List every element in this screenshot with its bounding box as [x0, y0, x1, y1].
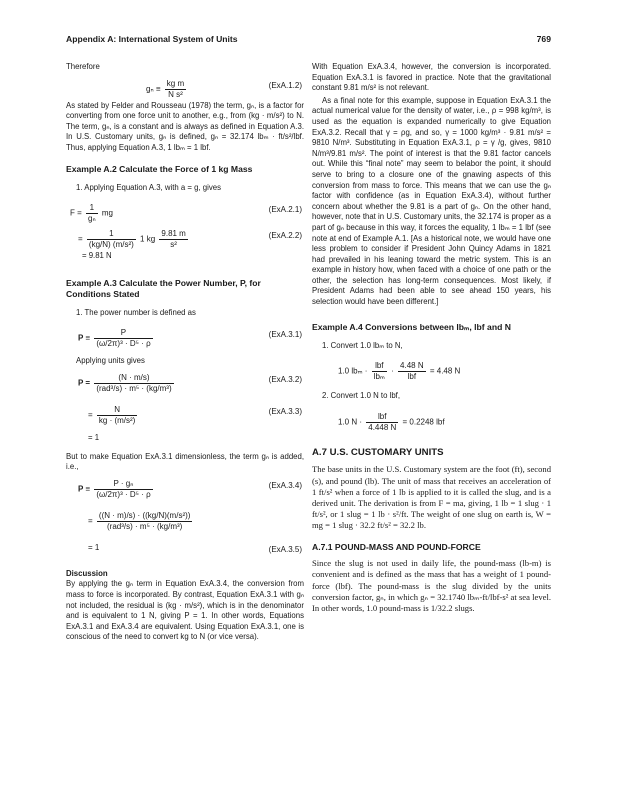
eq-denominator: gₙ [88, 214, 96, 224]
eq-numerator: kg m [166, 78, 185, 88]
equation-exa-3-4 [66, 475, 304, 505]
eq-fraction [97, 511, 193, 532]
eq-lhs: P ≡ [78, 333, 91, 343]
page-number: 769 [536, 34, 551, 44]
example-a2-title: Example A.2 Calculate the Force of 1 kg Mass [66, 163, 253, 174]
equation-exa-3-1 [66, 324, 304, 354]
eq-fraction [94, 328, 152, 349]
eq-number: (ExA.3.3) [268, 406, 302, 416]
eq-denominator: (rad³/s) · m⁵ · (kg/m³) [107, 521, 183, 531]
equation-exa-3-2 [66, 369, 304, 399]
eq-lhs: gₙ ≡ [146, 84, 161, 94]
eq-number: (ExA.3.4) [268, 480, 302, 490]
eq-denominator: (kg/N) (m/s²) [88, 240, 134, 250]
paragraph-gc-definition: As stated by Felder and Rousseau (1978) the term, gₙ, is a factor for converting from one force unit to another, e.g., from (kg · m/s²) to N. The term, gₙ, is a constant and is always as defined in Equation A.3. In U.S. Customary units, gₙ is defined, gₙ = 32.174 lbₘ · ft/s²/lbf. Thus, applying Equation A.3, 1 lbₘ = 1 lbf. [66, 100, 304, 152]
eq-number: (ExA.1.2) [268, 80, 302, 90]
eq-middle: · [391, 366, 394, 376]
paragraph-final-note: As a final note for this example, suppose in Equation ExA.3.1 the actual numerical value for the density of water, i.e., ρ = 998 kg/m³, is used as the equation is expanded numerically to give Equation ExA.3.2. Recall that γ = ρg, and so, γ = 1000 kg/m³ · 9.81 m/s² = 9810 N/m³. Substituting in Equation ExA.3.1, ρ = γ /g, gives, 9810 N/m³/9.81 m/s². The point of interest is that the 9.81 factor cancels out. While this “final note” may seem to belabor the point, it should serve to bring to a closure one of the gnawing aspects of this conversion from mass to force. This means that we can use the gₙ factor with confidence (as in Equation ExA.3.4), without further concern about whether the 9.81 is a part of gₙ. On the other hand, however, note that in U.S. Customary units, the 32.174 is proper as a part of gₙ because in this way, it forces the equality, 1 lbₘ = 1 lbf (see note at end of Example A.1. [As a historical note, we would have one less problem to consider if President John Quincy Adams in 1821 had prevailed in his leaning toward the metric system. This is an example in history how, when faced with a choice of one path or the other, the selection has long-term consequences. Most likely, if President Adams had been able to see ahead 150 years, his selection would have been different.] [312, 95, 551, 307]
eq-lhs: 1.0 N · [338, 417, 363, 427]
eq-denominator: 4.448 N [368, 422, 397, 432]
discussion-title: Discussion [66, 568, 108, 578]
equation-result-1: = 1 [88, 432, 100, 442]
example-a3-title: Example A.3 Calculate the Power Number, P, for Conditions Stated [66, 277, 261, 299]
header-chapter: Appendix A: International System of Units [66, 34, 238, 44]
eq-middle: 1 kg [140, 234, 156, 244]
eq-fraction [94, 373, 173, 394]
eq-lhs: P ≡ [78, 484, 91, 494]
right-column [312, 62, 551, 616]
eq-denominator: (rad³/s) · m⁵ · (kg/m³) [96, 383, 172, 393]
eq-denominator-2: lbf [407, 372, 417, 382]
eq-fraction [86, 203, 98, 224]
eq-numerator: ((N · m)/s) · ((kg/N)(m/s²)) [98, 510, 191, 520]
section-a7-text: The base units in the U.S. Customary system are the foot (ft), second (s), and pound (lb). The unit of mass that receives an acceleration of 1 ft/s² when a force of 1 lb is applied to it is called the slug, and is a derived unit. The derivation is from F = ma, giving, 1 lb = 1 slug · 1 ft/s², or 1 slug = 1 lb · s²/ft. The weight of one slug on earth is, W = mg = 1 slug · 32.2 ft/s² = 32.2 lb. [312, 464, 551, 531]
eq-rhs: = 4.48 N [429, 366, 461, 376]
therefore-text: Therefore [66, 62, 100, 71]
eq-denominator-2: s² [170, 240, 177, 250]
eq-numerator: (N · m/s) [94, 373, 173, 384]
eq-fraction [87, 229, 136, 250]
eq-number: (ExA.2.2) [268, 231, 302, 241]
eq-lhs: = [78, 234, 83, 244]
eq-numerator-2: 9.81 m [161, 229, 186, 239]
eq-lhs: P = [78, 378, 91, 388]
subsection-a71-title: A.7.1 POUND-MASS AND POUND-FORCE [312, 541, 481, 552]
eq-fraction [372, 361, 387, 382]
eq-numerator: P [94, 328, 152, 339]
eq-denominator: lbₘ [373, 372, 385, 382]
subsection-a71-text: Since the slug is not used in daily life, the pound-mass (lb-m) is convenient and is defined as the mass that has a weight of 1 pound-force (lbf). The pound-mass is the slug divided by the units conversion factor, gₙ, in which gₙ = 32.1740 lbₘ-ft/lbf-s² at sea level. In other words, 1.0 pound-mass is 1/32.2 slugs. [312, 558, 551, 614]
eq-fraction-2 [398, 361, 426, 382]
paragraph-conversion-incorporated: With Equation ExA.3.4, however, the conversion is incorporated. Equation ExA.3.1 is favored in practice. Note that the gravitational constant 9.81 m/s² is not relevant. [312, 62, 551, 93]
eq-rhs: mg [101, 208, 114, 218]
paragraph-dimensionless: But to make Equation ExA.3.1 dimensionless, the term gₙ is added, i.e., [66, 451, 304, 472]
eq-numerator: N [97, 405, 137, 416]
eq-numerator: lbf [372, 361, 387, 372]
eq-denominator: (ω/2π)³ · D⁵ · ρ [96, 489, 151, 499]
eq-numerator: 1 [87, 229, 136, 240]
eq-lhs: = [88, 410, 93, 420]
eq-fraction [366, 412, 398, 433]
equation-exa-2-1 [66, 199, 304, 223]
eq-lhs: = [88, 516, 93, 526]
left-column [66, 62, 304, 645]
eq-number: (ExA.3.5) [268, 544, 302, 554]
applying-units-text: Applying units gives [76, 356, 145, 366]
equation-exa-3-3 [66, 401, 304, 431]
eq-number: (ExA.3.1) [268, 330, 302, 340]
equation-result-9-81: = 9.81 N [82, 251, 112, 261]
equation-exa-3-4-expanded [66, 507, 304, 537]
eq-number: (ExA.2.1) [268, 205, 302, 215]
eq-numerator: 1 [86, 203, 98, 214]
running-header [66, 34, 551, 48]
eq-lhs: F = [70, 208, 82, 218]
example-a3-step1: 1. The power number is defined as [76, 307, 196, 317]
eq-fraction [97, 405, 137, 426]
equation-exa-1-2 [66, 75, 304, 99]
eq-lhs: 1.0 lbₘ · [338, 366, 368, 376]
eq-denominator: N s² [168, 89, 183, 99]
example-a2-step1: 1. Applying Equation A.3, with a = g, gives [76, 182, 221, 192]
eq-fraction [94, 479, 152, 500]
example-a4-step2: 2. Convert 1.0 N to lbf, [322, 391, 401, 401]
discussion-text: By applying the gₙ term in Equation ExA.3.4, the conversion from mass to force is incorporated. By contrast, Equation ExA.3.1 with gₙ not included, the residual is (kg · m/s²), which is in the denominator and is equivalent to 1 N, giving P = 1. In other words, Equations ExA.3.1 and ExA.3.4 are equivalent. Using Equation ExA.3.1, one is conscious of the need to convert kg to N (or vice versa). [66, 579, 304, 642]
equation-exa-2-2 [66, 225, 304, 249]
eq-fraction-2 [159, 229, 187, 250]
eq-numerator: lbf [366, 412, 398, 423]
eq-lhs: = 1 [88, 542, 100, 552]
example-a4-title: Example A.4 Conversions between lbₘ, lbf and N [312, 321, 511, 332]
example-a4-step1: 1. Convert 1.0 lbₘ to N, [322, 340, 403, 350]
equation-lbm-to-n [312, 357, 551, 381]
eq-denominator: kg · (m/s²) [98, 415, 136, 425]
section-a7-title: A.7 U.S. CUSTOMARY UNITS [312, 446, 444, 458]
eq-numerator: P · gₙ [94, 479, 152, 490]
eq-rhs: = 0.2248 lbf [402, 417, 445, 427]
eq-numerator-2: 4.48 N [400, 361, 424, 371]
eq-number: (ExA.3.2) [268, 374, 302, 384]
equation-exa-3-5 [66, 539, 304, 561]
eq-fraction [165, 79, 186, 100]
equation-n-to-lbf [312, 408, 551, 432]
eq-denominator: (ω/2π)³ · D⁵ · ρ [96, 339, 151, 349]
